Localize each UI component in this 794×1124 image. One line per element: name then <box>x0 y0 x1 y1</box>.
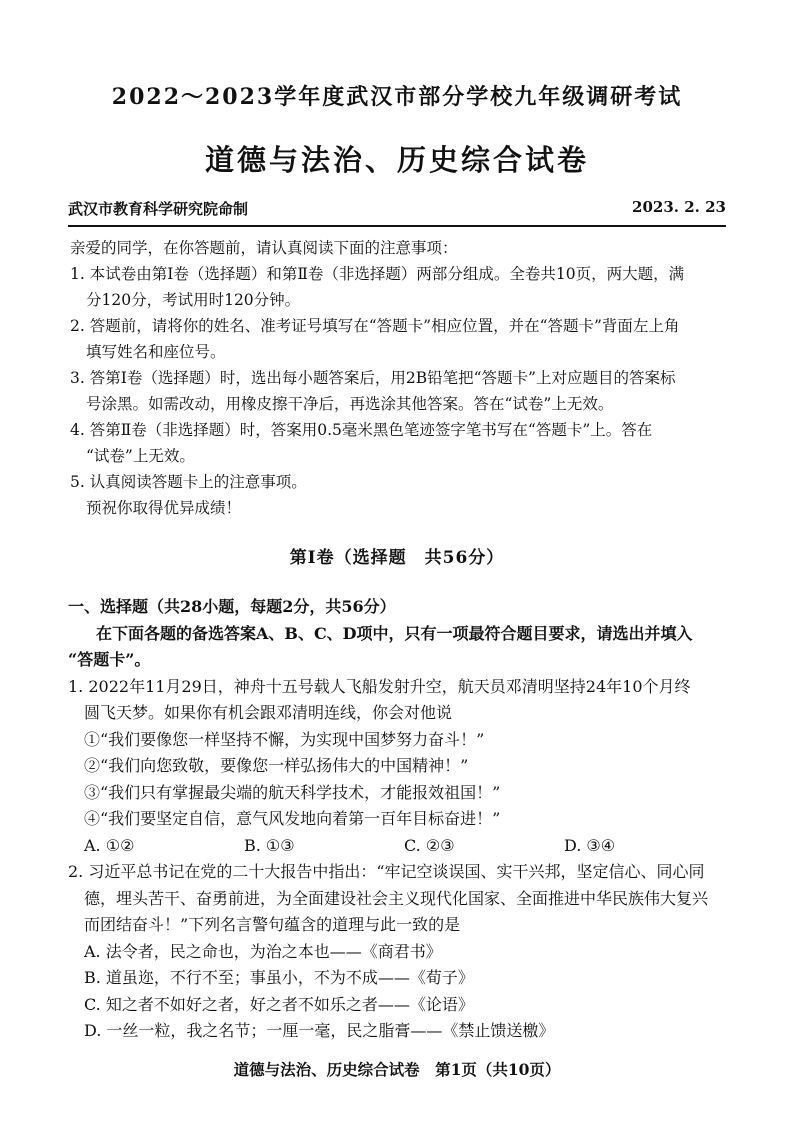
exam-date: 2023. 2. 23 <box>632 198 726 216</box>
question-1-statement-1: ①“我们要像您一样坚持不懈，为实现中国梦努力奋斗！” <box>84 729 485 749</box>
notice-greeting: 亲爱的同学，在你答题前，请认真阅读下面的注意事项： <box>70 239 458 257</box>
question-2-line-2: 德，埋头苦干、奋勇前进，为全面建设社会主义现代化国家、全面推进中华民族伟大复兴 <box>84 888 709 908</box>
notice-item-1: 1. 本试卷由第Ⅰ卷（选择题）和第Ⅱ卷（非选择题）两部分组成。全卷共10页，两大题，满 <box>70 265 685 283</box>
question-1-option-a: A. ①② <box>84 835 135 855</box>
notice-item-5: 5. 认真阅读答题卡上的注意事项。 <box>70 473 307 491</box>
question-1-statement-4: ④“我们要坚定自信，意气风发地向着第一百年目标奋进！” <box>84 809 501 828</box>
notice-section <box>70 235 734 521</box>
question-2-line-1: 2. 习近平总书记在党的二十大报告中指出：“牢记空谈误国、实干兴邦，坚定信心、同心同 <box>68 862 705 881</box>
question-2-line-3: 而团结奋斗！”下列名言警句蕴含的道理与此一致的是 <box>84 915 461 934</box>
notice-item-1-cont: 分120分，考试用时120分钟。 <box>86 291 301 309</box>
notice-closing: 预祝你取得优异成绩！ <box>86 499 242 517</box>
instruction-line-1: 在下面各题的备选答案A、B、C、D项中，只有一项最符合题目要求，请选出并填入 <box>96 623 693 643</box>
exam-title: 2022～2023学年度武汉市部分学校九年级调研考试 <box>111 84 683 110</box>
part-title: 一、选择题（共28小题，每题2分，共56分） <box>68 597 396 616</box>
question-1-option-d: D. ③④ <box>564 835 616 855</box>
notice-item-3-cont: 号涂黑。如需改动，用橡皮擦干净后，再选涂其他答案。答在“试卷”上无效。 <box>86 395 614 413</box>
notice-item-4-cont: “试卷”上无效。 <box>86 447 195 465</box>
paper-title: 道德与法治、历史综合试卷 <box>204 143 589 177</box>
questions-section <box>68 594 734 1045</box>
question-2-option-b: B. 道虽迩，不行不至；事虽小，不为不成——《荀子》 <box>84 968 474 987</box>
question-1-line-2: 圆飞天梦。如果你有机会跟邓清明连线，你会对他说 <box>84 703 453 722</box>
question-1-line-1: 1. 2022年11月29日，神舟十五号载人飞船发射升空，航天员邓清明坚持24年10个月终 <box>68 676 691 696</box>
question-1-options <box>68 833 734 860</box>
issuer: 武汉市教育科学研究院命制 <box>68 200 249 218</box>
question-1-option-c: C. ②③ <box>404 835 455 855</box>
question-2-option-d: D. 一丝一粒，我之名节；一厘一毫，民之脂膏——《禁止馈送檄》 <box>84 1021 555 1040</box>
question-1-statement-3: ③“我们只有掌握最尖端的航天科学技术，才能报效祖国！” <box>84 782 501 802</box>
notice-item-2-cont: 填写姓名和座位号。 <box>86 343 226 361</box>
meta-row <box>68 198 726 227</box>
question-2-option-a: A. 法令者，民之命也，为治之本也——《商君书》 <box>84 941 442 961</box>
instruction-line-2: “答题卡”。 <box>68 650 151 669</box>
notice-item-3: 3. 答第Ⅰ卷（选择题）时，选出每小题答案后，用2B铅笔把“答题卡”上对应题目的答案标 <box>70 369 676 387</box>
question-2-option-c: C. 知之者不如好之者，好之者不如乐之者——《论语》 <box>84 994 474 1014</box>
section-heading: 第Ⅰ卷（选择题 共56分） <box>289 548 505 568</box>
notice-item-2: 2. 答题前，请将你的姓名、准考证号填写在“答题卡”相应位置，并在“答题卡”背面左上角 <box>70 317 680 335</box>
question-1-statement-2: ②“我们向您致敬，要像您一样弘扬伟大的中国精神！” <box>84 756 469 775</box>
notice-item-4: 4. 答第Ⅱ卷（非选择题）时，答案用0.5毫米黑色笔迹签字笔书写在“答题卡”上。答在 <box>70 421 653 439</box>
page-footer: 道德与法治、历史综合试卷 第1页（共10页） <box>233 1060 561 1079</box>
question-1-option-b: B. ①③ <box>244 835 295 855</box>
